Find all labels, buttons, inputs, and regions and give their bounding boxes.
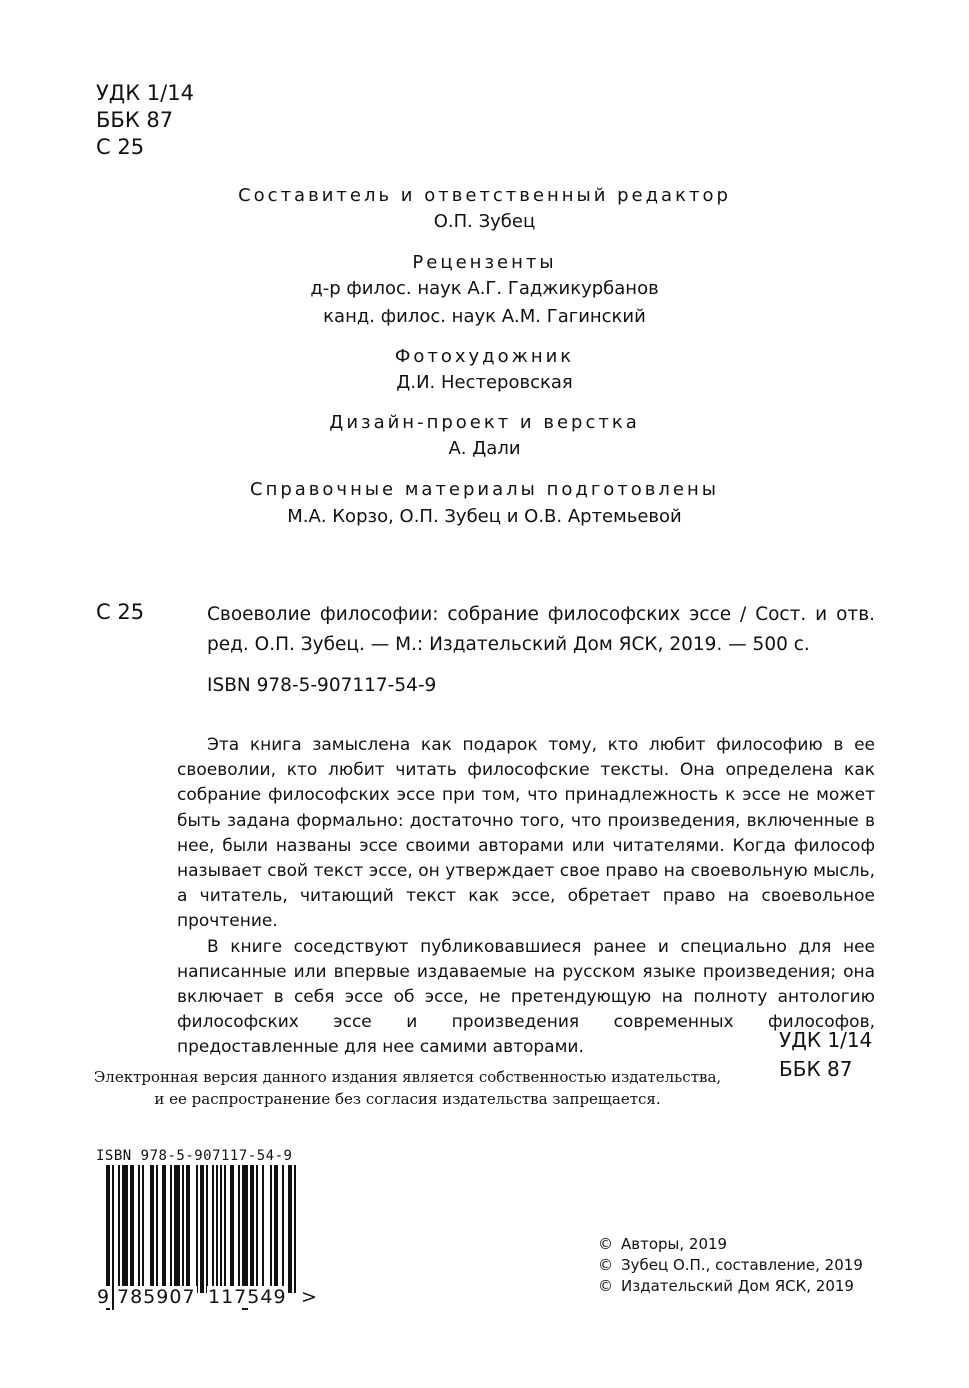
barcode-bar xyxy=(294,1165,296,1293)
bbk-code: ББК 87 xyxy=(779,1057,853,1081)
barcode-bar xyxy=(156,1165,158,1293)
barcode-bar xyxy=(220,1165,222,1293)
credit-name-reviewer-2: канд. филос. наук А.М. Гагинский xyxy=(323,306,646,327)
barcode-isbn-label: ISBN 978-5-907117-54-9 xyxy=(96,1148,293,1164)
bibliographic-code: С 25 xyxy=(96,600,145,624)
bibliographic-description: Своеволие философии: собрание философских эссе / Сост. и отв. ред. О.П. Зубец. — М.: Издательский Дом ЯСК, 2019. — 500 с. xyxy=(207,604,875,655)
barcode-bar xyxy=(288,1165,292,1293)
credit-name-design: А. Дали xyxy=(448,438,521,459)
abstract-paragraph: В книге соседствуют публиковавшиеся ранее и специально для нее написанные или впервые издаваемые на русском языке произведения; она включает в себя эссе об эссе, не претендующую на полноту антологию философских эссе и произведения современных философов, предоставленные для нее самими авторами. xyxy=(177,936,875,1058)
barcode-bar xyxy=(250,1165,254,1293)
credit-name-compiler: О.П. Зубец xyxy=(433,211,536,232)
udk-code: УДК 1/14 xyxy=(779,1028,873,1052)
barcode-bar xyxy=(162,1165,166,1293)
author-mark: С 25 xyxy=(96,135,145,159)
barcode-bar xyxy=(186,1165,190,1293)
barcode-digit-group-1: 785907 xyxy=(117,1286,196,1308)
barcode-bar xyxy=(262,1165,264,1293)
credit-role-reviewers: Рецензенты xyxy=(412,252,557,273)
copyright-line xyxy=(598,1276,863,1297)
copyright-block xyxy=(598,1234,863,1297)
barcode-bar xyxy=(150,1165,154,1293)
barcode-bar xyxy=(174,1165,180,1293)
barcode-bar xyxy=(230,1165,234,1293)
copyright-line xyxy=(598,1234,863,1255)
barcode-bar xyxy=(238,1165,240,1293)
copyright-icon: © xyxy=(598,1277,613,1295)
barcode-bar xyxy=(138,1165,140,1293)
barcode-bar xyxy=(142,1165,144,1293)
copyright-line xyxy=(598,1255,863,1276)
credit-name-photographer: Д.И. Нестеровская xyxy=(396,372,573,393)
abstract xyxy=(177,733,875,1061)
copyright-icon: © xyxy=(598,1256,613,1274)
credit-role-reference: Справочные материалы подготовлены xyxy=(250,479,719,500)
notice-line-2: и ее распространение без согласия издательства запрещается. xyxy=(154,1090,661,1108)
udk-code: УДК 1/14 xyxy=(96,81,194,105)
barcode-bar xyxy=(122,1165,128,1293)
barcode-bar xyxy=(182,1165,184,1293)
barcode-bar xyxy=(130,1165,134,1293)
copyright-icon: © xyxy=(598,1235,613,1253)
credit-role-photographer: Фотохудожник xyxy=(394,346,575,367)
barcode-bar xyxy=(170,1165,172,1293)
notice-line-1: Электронная версия данного издания является собственностью издательства, xyxy=(93,1068,722,1086)
electronic-version-notice xyxy=(85,1066,730,1110)
barcode-bar xyxy=(196,1165,198,1293)
classification-block-top xyxy=(96,80,194,161)
barcode-bar xyxy=(224,1165,226,1293)
abstract-paragraph: Эта книга замыслена как подарок тому, кто любит философию в ее своеволии, кто любит читать философские тексты. Она определена как собрание философских эссе при том, что принадлежность к эссе не может быть задана формально: достаточно того, что произведения, включенные в нее, были названы эссе своими авторами или читателями. Когда философ называет свой текст эссе, он утверждает свое право на своевольную мысль, а читатель, читающий текст как эссе, обретает право на своевольное прочтение. xyxy=(177,735,875,932)
barcode-first-digit: 9 xyxy=(97,1286,110,1308)
barcode-bar xyxy=(118,1165,120,1293)
barcode-digit-group-2: 117549 xyxy=(208,1286,287,1308)
barcode-bar xyxy=(270,1165,272,1293)
barcode-bar xyxy=(200,1165,204,1293)
isbn-line: ISBN 978-5-907117-54-9 xyxy=(207,675,437,696)
credit-role-compiler: Составитель и ответственный редактор xyxy=(238,185,731,206)
barcode-bar xyxy=(216,1165,218,1293)
barcode-digits xyxy=(96,1286,326,1316)
credit-name-reviewer-1: д-р филос. наук А.Г. Гаджикурбанов xyxy=(310,278,659,299)
copyright-text: Авторы, 2019 xyxy=(621,1235,728,1253)
credit-role-design: Дизайн-проект и верстка xyxy=(329,412,640,433)
barcode-bar xyxy=(282,1165,284,1293)
barcode-bar xyxy=(274,1165,278,1293)
copyright-text: Зубец О.П., составление, 2019 xyxy=(621,1256,863,1274)
copyright-text: Издательский Дом ЯСК, 2019 xyxy=(621,1277,854,1295)
barcode-bar xyxy=(206,1165,208,1293)
barcode-bar xyxy=(212,1165,214,1293)
barcode-arrow: > xyxy=(301,1286,317,1308)
classification-block-bottom xyxy=(779,1026,872,1084)
credit-name-reference: М.А. Корзо, О.П. Зубец и О.В. Артемьевой xyxy=(287,506,682,527)
barcode-bar xyxy=(256,1165,258,1293)
bbk-code: ББК 87 xyxy=(96,108,174,132)
